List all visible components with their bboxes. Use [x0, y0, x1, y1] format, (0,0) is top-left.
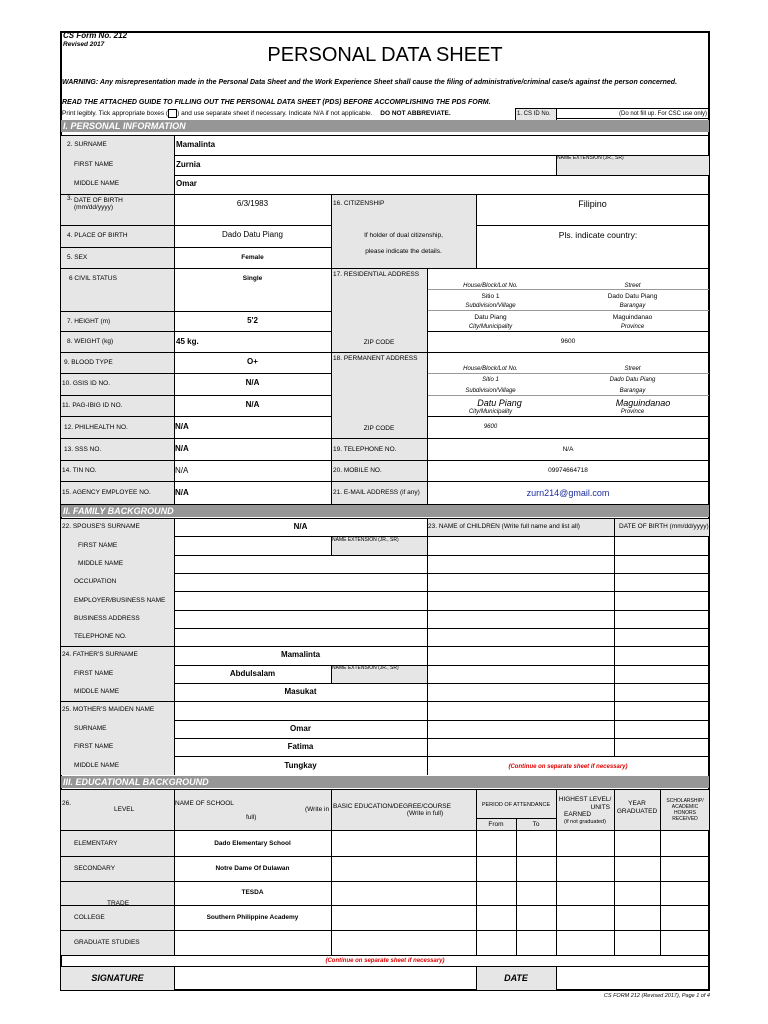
perm-addr-label: 18. PERMANENT ADDRESS — [333, 355, 418, 362]
edu-honors-line2: ACADEMIC — [671, 804, 699, 810]
mobile-label: 20. MOBILE NO. — [333, 467, 382, 474]
perm-zip-label: ZIP CODE — [363, 425, 395, 432]
form-page-footer: CS FORM 212 (Revised 2017), Page 1 of 4 — [603, 993, 710, 999]
father-middle-label: MIDDLE NAME — [74, 688, 120, 695]
edu-school-college[interactable]: Southern Philippine Academy — [206, 914, 299, 921]
edu-honors-line3: HONORS — [674, 810, 696, 816]
res-prov-label: Province — [620, 324, 645, 330]
tin-label: 14. TIN NO. — [62, 467, 97, 474]
edu-school-trade[interactable]: TESDA — [241, 889, 264, 896]
form-number: CS Form No. 212 — [63, 31, 128, 40]
spouse-ext-label: NAME EXTENSION (JR., SR) — [332, 537, 399, 543]
dob-value[interactable]: 6/3/1983 — [236, 199, 269, 208]
spouse-first-label: FIRST NAME — [78, 542, 118, 549]
res-house-label: House/Block/Lot No. — [463, 283, 518, 289]
signature-label: SIGNATURE — [91, 973, 144, 983]
perm-house-value[interactable]: Sitio 1 — [482, 377, 499, 383]
employer-label: EMPLOYER/BUSINESS NAME — [74, 597, 166, 604]
perm-brgy-value[interactable]: Maguindanao — [615, 398, 671, 408]
edu-course-label: BASIC EDUCATION/DEGREE/COURSE — [333, 803, 451, 810]
section-family-background: II. FAMILY BACKGROUND — [61, 505, 709, 517]
edu-level-trade: TRADE — [107, 900, 130, 905]
signature-field[interactable] — [175, 967, 475, 990]
read-guide-text: READ THE ATTACHED GUIDE TO FILLING OUT THE PERSONAL DATA SHEET (PDS) BEFORE ACCOMPLISHING THE PDS FORM. — [62, 99, 491, 106]
middle-name-label: MIDDLE NAME — [74, 180, 120, 187]
country-label: Pls. indicate country: — [558, 230, 638, 240]
mother-surname-label: SURNAME — [74, 725, 107, 732]
philhealth-value[interactable]: N/A — [175, 422, 189, 431]
pob-value[interactable]: Dado Datu Piang — [222, 230, 283, 239]
father-first-label: FIRST NAME — [74, 670, 114, 677]
sss-value[interactable]: N/A — [175, 444, 189, 453]
res-zip-value[interactable]: 9600 — [560, 338, 576, 345]
revised-date: Revised 2017 — [63, 41, 105, 48]
edu-honors-line4: RECEIVED — [672, 816, 698, 822]
agency-value[interactable]: N/A — [175, 488, 189, 497]
weight-label: 8. WEIGHT (kg) — [67, 338, 114, 345]
edu-continue-note: (Continue on separate sheet if necessary) — [325, 958, 445, 964]
spouse-surname-value[interactable]: N/A — [293, 522, 308, 531]
perm-street-value[interactable]: Dado Datu Piang — [609, 377, 656, 383]
res-city-label: City/Municipality — [468, 324, 513, 330]
page-title: PERSONAL DATA SHEET — [267, 44, 503, 66]
zip-label: ZIP CODE — [363, 339, 395, 346]
surname-value[interactable]: Mamalinta — [176, 140, 216, 149]
gsis-label: 10. GSIS ID NO. — [62, 380, 111, 387]
edu-course-sub: (Write in full) — [406, 810, 444, 817]
edu-level-elementary: ELEMENTARY — [74, 840, 118, 847]
section-educational-background: III. EDUCATIONAL BACKGROUND — [61, 776, 709, 788]
citizenship-value[interactable]: Filipino — [578, 199, 607, 209]
pagibig-label: 11. PAG-IBIG ID NO. — [62, 402, 123, 409]
perm-city-label: City/Municipality — [468, 409, 513, 415]
edu-highest-line2: UNITS — [590, 803, 610, 811]
instructions-part-a: Print legibly. Tick appropriate boxes ( — [62, 110, 169, 118]
pagibig-value[interactable]: N/A — [245, 400, 260, 409]
father-surname-value[interactable]: Mamalinta — [280, 650, 321, 659]
res-street-value[interactable]: Dado Datu Piang — [607, 293, 658, 300]
perm-house-label: House/Block/Lot No. — [463, 366, 518, 372]
edu-full-label: full) — [246, 814, 257, 821]
mother-middle-label: MIDDLE NAME — [74, 762, 120, 769]
mobile-value[interactable]: 09974664718 — [548, 467, 588, 474]
edu-level-label: LEVEL — [114, 806, 135, 813]
blood-type-value[interactable]: O+ — [247, 357, 258, 366]
dual-note-1: If holder of dual citizenship, — [364, 232, 443, 239]
edu-num: 26. — [62, 800, 72, 807]
edu-highest-label — [556, 796, 614, 826]
res-addr-label: 17. RESIDENTIAL ADDRESS — [333, 271, 420, 278]
tin-value[interactable]: N/A — [175, 466, 189, 475]
res-street-label: Street — [624, 283, 641, 289]
blood-type-label: 9. BLOOD TYPE — [64, 359, 113, 366]
edu-highest-line1: HIGHEST LEVEL/ — [558, 796, 612, 803]
date-label: DATE — [504, 973, 528, 983]
email-value[interactable]: zurn214@gmail.com — [526, 488, 610, 498]
family-continue-note: (Continue on separate sheet if necessary) — [508, 764, 628, 770]
email-label: 21. E-MAIL ADDRESS (if any) — [333, 489, 420, 496]
height-label: 7. HEIGHT (m) — [67, 318, 111, 325]
telephone-value[interactable]: N/A — [562, 446, 574, 453]
edu-year-grad-label — [614, 800, 660, 815]
middle-name-value[interactable]: Omar — [176, 179, 197, 188]
occupation-label: OCCUPATION — [74, 578, 117, 585]
mother-label: 25. MOTHER'S MAIDEN NAME — [62, 706, 155, 713]
father-ext-label: NAME EXTENSION (JR., SR) — [332, 665, 399, 671]
perm-brgy-label: Barangay — [619, 388, 646, 394]
edu-period-label: PERIOD OF ATTENDANCE — [481, 802, 551, 808]
gsis-value[interactable]: N/A — [245, 378, 260, 387]
edu-level-college: COLLEGE — [74, 914, 105, 921]
height-value[interactable]: 5'2 — [247, 316, 258, 325]
edu-from-label: From — [488, 821, 504, 828]
citizenship-label: 16. CITIZENSHIP — [333, 200, 385, 207]
children-label: 23. NAME of CHILDREN (Write full name and list all) — [428, 523, 580, 530]
telephone-label: 19. TELEPHONE NO. — [333, 446, 397, 453]
res-subd-value[interactable]: Datu Piang — [474, 314, 507, 321]
spouse-surname-label: 22. SPOUSE'S SURNAME — [62, 523, 140, 530]
edu-highest-line3: EARNED — [564, 811, 592, 818]
res-house-value[interactable]: Sitio 1 — [481, 293, 500, 300]
mother-surname-value[interactable]: Omar — [290, 724, 311, 733]
edu-school-secondary[interactable]: Notre Dame Of Dulawan — [215, 865, 290, 872]
sss-label: 13. SSS NO. — [64, 446, 102, 453]
res-brgy-value[interactable]: Maguindanao — [612, 314, 653, 321]
dob-number: 3. — [67, 195, 73, 202]
warning-text: WARNING: Any misrepresentation made in the Personal Data Sheet and the Work Experience Sheet shall cause the filing of administrative/criminal case/s against the person concerned. — [62, 79, 678, 86]
instructions-part-b: ) and use separate sheet if necessary. Indicate N/A if not applicable. — [177, 110, 373, 118]
mother-first-label: FIRST NAME — [74, 743, 114, 750]
dob-label: DATE OF BIRTH — [74, 197, 123, 204]
section-personal-info: I. PERSONAL INFORMATION — [61, 120, 709, 132]
spouse-tel-label: TELEPHONE NO. — [74, 633, 127, 640]
edu-honors-line1: SCHOLARSHIP/ — [666, 798, 704, 804]
business-addr-label: BUSINESS ADDRESS — [74, 615, 140, 622]
children-dob-label: DATE OF BIRTH (mm/dd/yyyy) — [619, 523, 709, 530]
father-surname-label: 24. FATHER'S SURNAME — [62, 651, 138, 658]
dob-format: (mm/dd/yyyy) — [74, 204, 113, 211]
perm-zip-value[interactable]: 9600 — [483, 424, 498, 430]
edu-honors-label — [660, 798, 710, 822]
philhealth-label: 12. PHILHEALTH NO. — [64, 424, 128, 431]
edu-to-label: To — [532, 821, 540, 828]
edu-school-elementary[interactable]: Dado Elementary School — [214, 840, 291, 847]
pob-label: 4. PLACE OF BIRTH — [67, 232, 128, 239]
dual-note-2: please indicate the details. — [365, 248, 442, 255]
edu-year-line2: GRADUATED — [616, 807, 658, 815]
edu-highest-line4: (if not graduated) — [564, 818, 606, 825]
date-field[interactable] — [557, 967, 709, 990]
mother-first-value[interactable]: Fatima — [287, 742, 314, 751]
cs-id-note: (Do not fill up. For CSC use only) — [619, 111, 708, 117]
perm-subd-label: Subdivision/Village — [465, 388, 516, 394]
cs-id-label: 1. CS ID No. — [517, 111, 551, 117]
edu-school-label: NAME OF SCHOOL — [175, 800, 234, 807]
edu-year-line1: YEAR — [628, 800, 646, 807]
mother-middle-value[interactable]: Tungkay — [284, 761, 317, 770]
spouse-middle-label: MIDDLE NAME — [78, 560, 124, 567]
sex-label: 5. SEX — [67, 254, 88, 261]
edu-write-in-label: (Write in — [305, 806, 330, 813]
civil-status-label: 6 CIVIL STATUS — [69, 275, 117, 282]
surname-label: 2. SURNAME — [67, 141, 107, 148]
father-middle-value[interactable]: Masukat — [284, 687, 317, 696]
res-subd-label: Subdivision/Village — [465, 303, 516, 309]
first-name-value[interactable]: Zurnia — [176, 160, 201, 169]
first-name-label: FIRST NAME — [74, 161, 114, 168]
sex-value[interactable]: Female — [241, 254, 264, 261]
weight-value[interactable]: 45 kg. — [176, 337, 199, 346]
res-brgy-label: Barangay — [619, 303, 646, 309]
edu-level-graduate: GRADUATE STUDIES — [74, 939, 140, 946]
do-not-abbreviate: DO NOT ABBREVIATE. — [380, 110, 451, 118]
father-first-value[interactable]: Abdulsalam — [229, 669, 276, 678]
perm-prov-label: Province — [620, 409, 645, 415]
civil-status-value[interactable]: Single — [242, 275, 263, 282]
name-ext-label: NAME EXTENSION (JR., SR) — [557, 155, 624, 161]
edu-level-secondary: SECONDARY — [74, 865, 116, 872]
agency-label: 15. AGENCY EMPLOYEE NO. — [62, 489, 151, 496]
perm-subd-value[interactable]: Datu Piang — [477, 398, 522, 408]
perm-street-label: Street — [624, 366, 641, 372]
